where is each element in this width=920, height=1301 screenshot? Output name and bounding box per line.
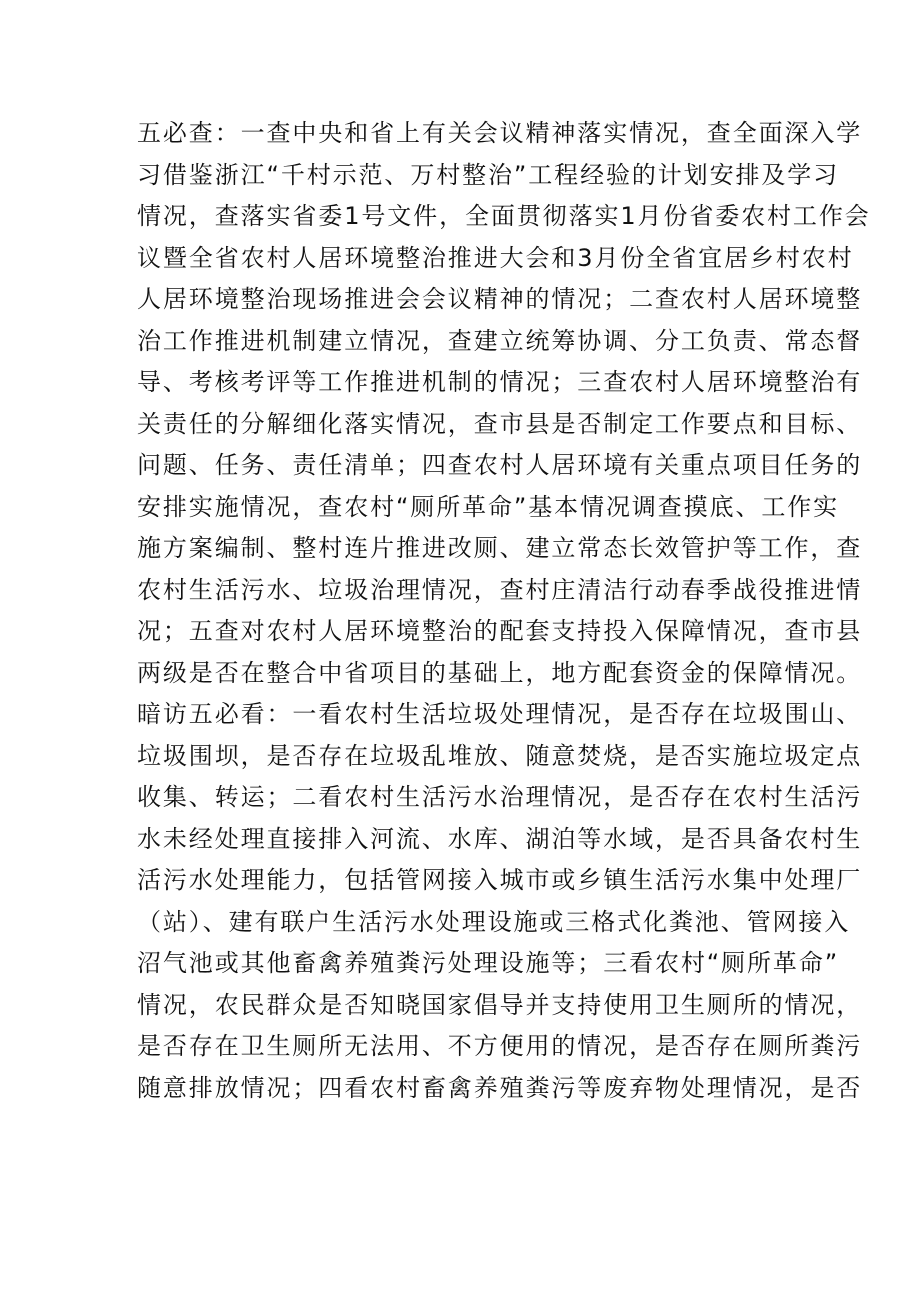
text-line: 议暨全省农村人居环境整治推进大会和3月份全省宜居乡村农村 [137,243,854,272]
text-line: 五必查：一查中央和省上有关会议精神落实情况，查全面深入学 [137,119,863,147]
text-line: 情况，查落实省委1号文件，全面贯彻落实1月份省委农村工作会 [137,202,871,230]
text-line: 沼气池或其他畜禽养殖粪污处理设施等；三看农村“厕所革命” [137,949,840,977]
text-line: 是否存在卫生厕所无法用、不方便用的情况，是否存在厕所粪污 [137,1032,863,1060]
text-line: 人居环境整治现场推进会会议精神的情况；二查农村人居环境整 [137,285,863,313]
text-line: 垃圾围坝，是否存在垃圾乱堆放、随意焚烧，是否实施垃圾定点 [137,741,863,770]
text-line: 两级是否在整合中省项目的基础上，地方配套资金的保障情况。 [137,658,863,687]
text-line: 关责任的分解细化落实情况，查市县是否制定工作要点和目标、 [137,409,863,438]
text-line: 问题、任务、责任清单；四查农村人居环境有关重点项目任务的 [137,451,863,479]
text-line: 习借鉴浙江“千村示范、万村整治”工程经验的计划安排及学习 [137,160,840,189]
text-line: （站）、建有联户生活污水处理设施或三格式化粪池、管网接入 [137,907,851,936]
text-line: 收集、转运；二看农村生活污水治理情况，是否存在农村生活污 [137,783,863,811]
text-line: 况；五查对农村人居环境整治的配套支持投入保障情况，查市县 [137,617,863,645]
text-line: 情况，农民群众是否知晓国家倡导并支持使用卫生厕所的情况， [137,990,863,1019]
body-text [137,113,871,1109]
text-line: 水未经处理直接排入河流、水库、湖泊等水域，是否具备农村生 [137,824,863,853]
text-line: 农村生活污水、垃圾治理情况，查村庄清洁行动春季战役推进情 [137,575,863,604]
text-line: 暗访五必看：一看农村生活垃圾处理情况，是否存在垃圾围山、 [137,700,863,728]
text-line: 治工作推进机制建立情况，查建立统筹协调、分工负责、常态督 [137,326,863,355]
text-line: 随意排放情况；四看农村畜禽养殖粪污等废弃物处理情况，是否 [137,1073,863,1102]
text-line: 安排实施情况，查农村“厕所革命”基本情况调查摸底、工作实 [137,492,840,521]
text-line: 导、考核考评等工作推进机制的情况；三查农村人居环境整治有 [137,368,863,396]
text-line: 施方案编制、整村连片推进改厕、建立常态长效管护等工作，查 [137,534,863,562]
text-line: 活污水处理能力，包括管网接入城市或乡镇生活污水集中处理厂 [137,866,863,894]
